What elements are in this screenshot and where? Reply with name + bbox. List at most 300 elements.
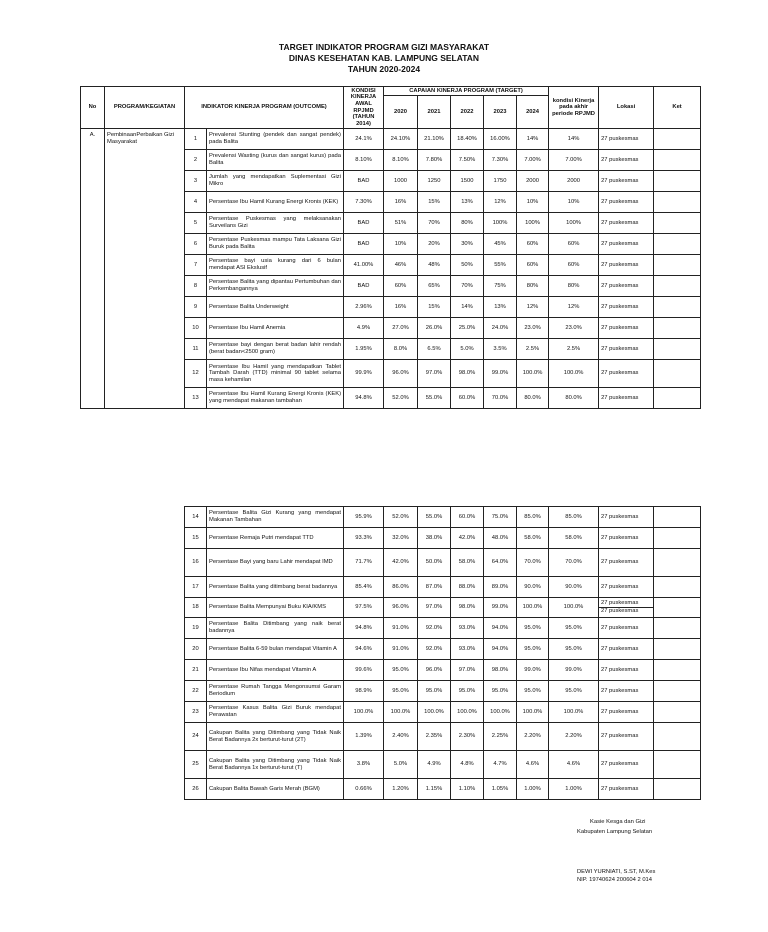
kondisi-awal-value: 98.9% [344, 681, 384, 702]
lokasi-value: 27 puskesmas [599, 388, 654, 409]
ket-value [654, 702, 701, 723]
target-2023: 98.0% [484, 660, 517, 681]
target-2024: 100.0% [517, 702, 549, 723]
target-2024: 70.0% [517, 549, 549, 577]
signature-role-line1: Kasie Kesga dan Gizi [590, 819, 646, 825]
signature-nip: NIP. 19740624 200604 2 014 [577, 877, 652, 883]
target-2021: 7.80% [418, 150, 451, 171]
kondisi-akhir-value: 95.0% [549, 618, 599, 639]
kondisi-akhir-value: 80% [549, 276, 599, 297]
indicator-text: Cakupan Balita Bawah Garis Merah (BGM) [207, 779, 344, 800]
target-2024: 2000 [517, 171, 549, 192]
target-2021: 2.35% [418, 723, 451, 751]
lokasi-value: 27 puskesmas [599, 129, 654, 150]
target-2024: 10% [517, 192, 549, 213]
indicator-text: Persentase Ibu Hamil Kurang Energi Kronis (KEK) [207, 192, 344, 213]
target-2021: 70% [418, 213, 451, 234]
target-2022: 14% [451, 297, 484, 318]
target-2021: 20% [418, 234, 451, 255]
lokasi-value: 27 puskesmas [599, 600, 653, 608]
lokasi-value: 27 puskesmas [599, 618, 654, 639]
signature-role-line2: Kabupaten Lampung Selatan [577, 829, 653, 835]
target-2020: 86.0% [384, 577, 418, 598]
indicator-text: Persentase Remaja Putri mendapat TTD [207, 528, 344, 549]
ket-value [654, 598, 701, 618]
target-2023: 75% [484, 276, 517, 297]
kondisi-awal-value: 97.5% [344, 598, 384, 618]
kondisi-awal-value: 4.9% [344, 318, 384, 339]
target-2023: 64.0% [484, 549, 517, 577]
table-row [185, 723, 701, 751]
ket-value [654, 681, 701, 702]
target-2020: 60% [384, 276, 418, 297]
target-2022: 7.50% [451, 150, 484, 171]
header-kondisi-akhir: kondisi Kinerja pada akhir periode RPJMD [549, 87, 599, 129]
target-2023: 89.0% [484, 577, 517, 598]
indicator-table-part2 [184, 506, 701, 800]
row-number: 23 [185, 702, 207, 723]
table-row [185, 660, 701, 681]
indicator-text: Persentase Balita yang ditimbang berat badannya [207, 577, 344, 598]
kondisi-akhir-value: 2000 [549, 171, 599, 192]
header-ket: Ket [654, 87, 701, 129]
kondisi-akhir-value: 1.00% [549, 779, 599, 800]
indicator-text: Persentase Bayi yang baru Lahir mendapat IMD [207, 549, 344, 577]
indicator-text: Jumlah yang mendapatkan Suplementasi Gizi Mikro [207, 171, 344, 192]
kondisi-akhir-value: 100.0% [549, 360, 599, 388]
target-2023: 99.0% [484, 360, 517, 388]
table-row [185, 507, 701, 528]
table-row [185, 681, 701, 702]
row-number: 19 [185, 618, 207, 639]
header-year-2022: 2022 [451, 96, 484, 129]
target-2020: 46% [384, 255, 418, 276]
target-2021: 15% [418, 192, 451, 213]
header-program: PROGRAM/KEGIATAN [105, 87, 185, 129]
target-2023: 70.0% [484, 388, 517, 409]
lokasi-value: 27 puskesmas [599, 779, 654, 800]
target-2022: 70% [451, 276, 484, 297]
program-name: PembinaanPerbaikan Gizi Masyarakat [105, 129, 185, 409]
target-2021: 65% [418, 276, 451, 297]
ket-value [654, 507, 701, 528]
kondisi-awal-value: 99.6% [344, 660, 384, 681]
ket-value [654, 751, 701, 779]
kondisi-akhir-value: 100% [549, 213, 599, 234]
row-number: 1 [185, 129, 207, 150]
header-indikator: INDIKATOR KINERJA PROGRAM (OUTCOME) [185, 87, 344, 129]
row-number: 4 [185, 192, 207, 213]
target-2022: 93.0% [451, 618, 484, 639]
target-2024: 58.0% [517, 528, 549, 549]
indicator-text: Persentase Balita Underweight [207, 297, 344, 318]
kondisi-akhir-value: 100.0% [549, 598, 599, 618]
kondisi-akhir-value: 10% [549, 192, 599, 213]
kondisi-akhir-value: 100.0% [549, 702, 599, 723]
indicator-text: Persentase bayi usia kurang dari 6 bulan mendapat ASI Ekslusif [207, 255, 344, 276]
kondisi-awal-value: 93.3% [344, 528, 384, 549]
target-2022: 18.40% [451, 129, 484, 150]
kondisi-akhir-value: 85.0% [549, 507, 599, 528]
row-number: 16 [185, 549, 207, 577]
ket-value [654, 318, 701, 339]
target-2024: 95.0% [517, 639, 549, 660]
row-number: 2 [185, 150, 207, 171]
target-2021: 55.0% [418, 388, 451, 409]
target-2022: 42.0% [451, 528, 484, 549]
ket-value [654, 297, 701, 318]
header-year-2020: 2020 [384, 96, 418, 129]
header-capaian: CAPAIAN KINERJA PROGRAM (TARGET) [384, 87, 549, 96]
target-2021: 92.0% [418, 618, 451, 639]
target-2024: 12% [517, 297, 549, 318]
kondisi-awal-value: 85.4% [344, 577, 384, 598]
kondisi-akhir-value: 23.0% [549, 318, 599, 339]
target-2020: 16% [384, 297, 418, 318]
indicator-text: Persentase Balita Ditimbang yang naik berat badannya [207, 618, 344, 639]
target-2021: 15% [418, 297, 451, 318]
row-number: 24 [185, 723, 207, 751]
target-2023: 13% [484, 297, 517, 318]
lokasi-value: 27 puskesmas [599, 150, 654, 171]
target-2022: 88.0% [451, 577, 484, 598]
target-2021: 97.0% [418, 360, 451, 388]
table-row [185, 577, 701, 598]
kondisi-awal-value: BAD [344, 213, 384, 234]
kondisi-awal-value: 41.00% [344, 255, 384, 276]
kondisi-awal-value: 1.39% [344, 723, 384, 751]
target-2022: 98.0% [451, 598, 484, 618]
target-2024: 99.0% [517, 660, 549, 681]
table-row [185, 528, 701, 549]
ket-value [654, 618, 701, 639]
target-2024: 100% [517, 213, 549, 234]
row-number: 20 [185, 639, 207, 660]
target-2023: 24.0% [484, 318, 517, 339]
kondisi-awal-value: 8.10% [344, 150, 384, 171]
kondisi-akhir-value: 12% [549, 297, 599, 318]
target-2020: 5.0% [384, 751, 418, 779]
target-2022: 13% [451, 192, 484, 213]
lokasi-value: 27 puskesmas [599, 318, 654, 339]
target-2024: 95.0% [517, 681, 549, 702]
kondisi-awal-value: BAD [344, 276, 384, 297]
kondisi-awal-value: 100.0% [344, 702, 384, 723]
indicator-text: Prevalensi Stunting (pendek dan sangat pendek) pada Balita [207, 129, 344, 150]
indicator-table-part1 [80, 86, 701, 409]
target-2022: 30% [451, 234, 484, 255]
kondisi-awal-value: BAD [344, 234, 384, 255]
indicator-text: Cakupan Balita yang Ditimbang yang Tidak Naik Berat Badannya 1x berturut-turut (T) [207, 751, 344, 779]
target-2022: 25.0% [451, 318, 484, 339]
ket-value [654, 129, 701, 150]
target-2021: 87.0% [418, 577, 451, 598]
ket-value [654, 577, 701, 598]
program-no: A. [81, 129, 105, 409]
row-number: 15 [185, 528, 207, 549]
ket-value [654, 388, 701, 409]
target-2022: 2.30% [451, 723, 484, 751]
lokasi-value: 27 puskesmas [599, 276, 654, 297]
target-2021: 4.9% [418, 751, 451, 779]
kondisi-akhir-value: 2.5% [549, 339, 599, 360]
kondisi-akhir-value: 7.00% [549, 150, 599, 171]
target-2020: 96.0% [384, 360, 418, 388]
target-2020: 8.10% [384, 150, 418, 171]
indicator-text: Persentase bayi dengan berat badan lahir rendah (berat badan<2500 gram) [207, 339, 344, 360]
target-2020: 42.0% [384, 549, 418, 577]
kondisi-akhir-value: 90.0% [549, 577, 599, 598]
kondisi-awal-value: 94.8% [344, 388, 384, 409]
kondisi-akhir-value: 99.0% [549, 660, 599, 681]
kondisi-akhir-value: 4.6% [549, 751, 599, 779]
kondisi-akhir-value: 58.0% [549, 528, 599, 549]
target-2020: 24.10% [384, 129, 418, 150]
target-2021: 95.0% [418, 681, 451, 702]
target-2021: 100.0% [418, 702, 451, 723]
target-2021: 21.10% [418, 129, 451, 150]
lokasi-value: 27 puskesmas [599, 234, 654, 255]
row-number: 9 [185, 297, 207, 318]
target-2024: 2.20% [517, 723, 549, 751]
row-number: 22 [185, 681, 207, 702]
ket-value [654, 360, 701, 388]
target-2020: 95.0% [384, 681, 418, 702]
doc-title-line3: TAHUN 2020-2024 [347, 64, 421, 74]
kondisi-awal-value: 99.9% [344, 360, 384, 388]
lokasi-value: 27 puskesmas [599, 339, 654, 360]
row-number: 6 [185, 234, 207, 255]
kondisi-awal-value: 1.95% [344, 339, 384, 360]
target-2023: 100% [484, 213, 517, 234]
target-2020: 16% [384, 192, 418, 213]
lokasi-value-2: 27 puskesmas [601, 608, 639, 614]
table-row [81, 129, 701, 150]
signature-name: DEWI YURNIATI, S.ST, M.Kes [577, 869, 656, 875]
target-2021: 96.0% [418, 660, 451, 681]
lokasi-value: 27 puskesmas [599, 723, 654, 751]
row-number: 8 [185, 276, 207, 297]
table-row [185, 549, 701, 577]
indicator-text: Cakupan Balita yang Ditimbang yang Tidak Naik Berat Badannya 2x berturut-turut (2T) [207, 723, 344, 751]
row-number: 25 [185, 751, 207, 779]
target-2021: 97.0% [418, 598, 451, 618]
target-2020: 91.0% [384, 639, 418, 660]
target-2021: 48% [418, 255, 451, 276]
indicator-text: Persentase Puskesmas yang melaksanakan Surveilans Gizi [207, 213, 344, 234]
doc-title-line2: DINAS KESEHATAN KAB. LAMPUNG SELATAN [288, 53, 480, 63]
row-number: 3 [185, 171, 207, 192]
row-number: 13 [185, 388, 207, 409]
target-2020: 10% [384, 234, 418, 255]
target-2024: 23.0% [517, 318, 549, 339]
lokasi-value: 27 puskesmas [599, 360, 654, 388]
ket-value [654, 171, 701, 192]
indicator-text: Persentase Puskesmas mampu Tata Laksana Gizi Buruk pada Balita [207, 234, 344, 255]
target-2023: 45% [484, 234, 517, 255]
kondisi-akhir-value: 60% [549, 255, 599, 276]
target-2020: 51% [384, 213, 418, 234]
lokasi-value: 27 puskesmas [599, 507, 654, 528]
target-2023: 48.0% [484, 528, 517, 549]
table-row [185, 598, 701, 618]
target-2022: 80% [451, 213, 484, 234]
row-number: 17 [185, 577, 207, 598]
indicator-text: Persentase Rumah Tangga Mengonsumsi Garam Beriodium [207, 681, 344, 702]
header-year-2021: 2021 [418, 96, 451, 129]
lokasi-value: 27 puskesmas [599, 751, 654, 779]
target-2021: 1250 [418, 171, 451, 192]
kondisi-akhir-value: 70.0% [549, 549, 599, 577]
row-number: 12 [185, 360, 207, 388]
target-2020: 52.0% [384, 507, 418, 528]
row-number: 26 [185, 779, 207, 800]
header-year-2024: 2024 [517, 96, 549, 129]
target-2024: 4.6% [517, 751, 549, 779]
kondisi-awal-value: 24.1% [344, 129, 384, 150]
ket-value [654, 723, 701, 751]
target-2024: 100.0% [517, 360, 549, 388]
target-2020: 1.20% [384, 779, 418, 800]
target-2020: 32.0% [384, 528, 418, 549]
ket-value [654, 339, 701, 360]
kondisi-awal-value: 94.8% [344, 618, 384, 639]
header-kondisi-awal: KONDISI KINERJA AWAL RPJMD (TAHUN 2014) [344, 87, 384, 129]
target-2024: 60% [517, 234, 549, 255]
target-2023: 55% [484, 255, 517, 276]
target-2021: 38.0% [418, 528, 451, 549]
ket-value [654, 192, 701, 213]
lokasi-value: 27 puskesmas [599, 639, 654, 660]
ket-value [654, 779, 701, 800]
ket-value [654, 213, 701, 234]
kondisi-akhir-value: 60% [549, 234, 599, 255]
target-2022: 98.0% [451, 360, 484, 388]
target-2023: 16.00% [484, 129, 517, 150]
target-2023: 7.30% [484, 150, 517, 171]
lokasi-value: 27 puskesmas [599, 577, 654, 598]
target-2024: 1.00% [517, 779, 549, 800]
indicator-text: Persentase Balita yang dipantau Pertumbuhan dan Perkembangannya [207, 276, 344, 297]
target-2024: 80% [517, 276, 549, 297]
table-row [185, 702, 701, 723]
lokasi-cell [599, 598, 654, 618]
row-number: 14 [185, 507, 207, 528]
target-2022: 93.0% [451, 639, 484, 660]
target-2024: 90.0% [517, 577, 549, 598]
target-2023: 3.5% [484, 339, 517, 360]
target-2020: 27.0% [384, 318, 418, 339]
target-2022: 97.0% [451, 660, 484, 681]
lokasi-value: 27 puskesmas [599, 297, 654, 318]
lokasi-value: 27 puskesmas [599, 528, 654, 549]
target-2022: 60.0% [451, 388, 484, 409]
row-number: 7 [185, 255, 207, 276]
target-2024: 2.5% [517, 339, 549, 360]
target-2020: 100.0% [384, 702, 418, 723]
doc-title-line1: TARGET INDIKATOR PROGRAM GIZI MASYARAKAT [278, 42, 490, 52]
kondisi-awal-value: 94.6% [344, 639, 384, 660]
target-2023: 4.7% [484, 751, 517, 779]
target-2021: 55.0% [418, 507, 451, 528]
kondisi-akhir-value: 2.20% [549, 723, 599, 751]
target-2024: 60% [517, 255, 549, 276]
lokasi-value: 27 puskesmas [599, 702, 654, 723]
kondisi-awal-value: 7.30% [344, 192, 384, 213]
kondisi-awal-value: 71.7% [344, 549, 384, 577]
target-2021: 6.5% [418, 339, 451, 360]
target-2024: 14% [517, 129, 549, 150]
lokasi-value: 27 puskesmas [599, 660, 654, 681]
table-row [185, 751, 701, 779]
target-2024: 85.0% [517, 507, 549, 528]
target-2022: 5.0% [451, 339, 484, 360]
target-2024: 95.0% [517, 618, 549, 639]
header-lokasi: Lokasi [599, 87, 654, 129]
kondisi-akhir-value: 95.0% [549, 681, 599, 702]
target-2023: 100.0% [484, 702, 517, 723]
kondisi-awal-value: 2.96% [344, 297, 384, 318]
indicator-text: Persentase Balita Mempunyai Buku KIA/KMS [207, 598, 344, 618]
lokasi-value: 27 puskesmas [599, 681, 654, 702]
row-number: 10 [185, 318, 207, 339]
lokasi-value: 27 puskesmas [599, 255, 654, 276]
target-2022: 60.0% [451, 507, 484, 528]
target-2021: 26.0% [418, 318, 451, 339]
target-2022: 95.0% [451, 681, 484, 702]
target-2023: 99.0% [484, 598, 517, 618]
target-2024: 80.0% [517, 388, 549, 409]
kondisi-awal-value: 0.66% [344, 779, 384, 800]
table-row [185, 618, 701, 639]
target-2023: 94.0% [484, 639, 517, 660]
target-2020: 8.0% [384, 339, 418, 360]
ket-value [654, 549, 701, 577]
header-year-2023: 2023 [484, 96, 517, 129]
row-number: 11 [185, 339, 207, 360]
ket-value [654, 255, 701, 276]
target-2022: 1500 [451, 171, 484, 192]
target-2022: 50% [451, 255, 484, 276]
ket-value [654, 528, 701, 549]
ket-value [654, 276, 701, 297]
lokasi-value: 27 puskesmas [599, 549, 654, 577]
indicator-text: Persentase Balita Gizi Kurang yang mendapat Makanan Tambahan [207, 507, 344, 528]
kondisi-awal-value: 95.9% [344, 507, 384, 528]
target-2020: 91.0% [384, 618, 418, 639]
target-2020: 95.0% [384, 660, 418, 681]
indicator-text: Persentase Balita 6-59 bulan mendapat Vitamin A [207, 639, 344, 660]
kondisi-akhir-value: 95.0% [549, 639, 599, 660]
target-2023: 1750 [484, 171, 517, 192]
row-number: 21 [185, 660, 207, 681]
target-2020: 2.40% [384, 723, 418, 751]
target-2020: 96.0% [384, 598, 418, 618]
row-number: 18 [185, 598, 207, 618]
row-number: 5 [185, 213, 207, 234]
header-no: No [81, 87, 105, 129]
lokasi-value: 27 puskesmas [599, 213, 654, 234]
table-row [185, 639, 701, 660]
indicator-text: Persentase Kasus Balita Gizi Buruk mendapat Perawatan [207, 702, 344, 723]
target-2021: 1.15% [418, 779, 451, 800]
ket-value [654, 639, 701, 660]
target-2020: 1000 [384, 171, 418, 192]
kondisi-awal-value: 3.8% [344, 751, 384, 779]
indicator-text: Prevalensi Wasting (kurus dan sangat kurus) pada Balita [207, 150, 344, 171]
target-2023: 1.05% [484, 779, 517, 800]
target-2023: 94.0% [484, 618, 517, 639]
